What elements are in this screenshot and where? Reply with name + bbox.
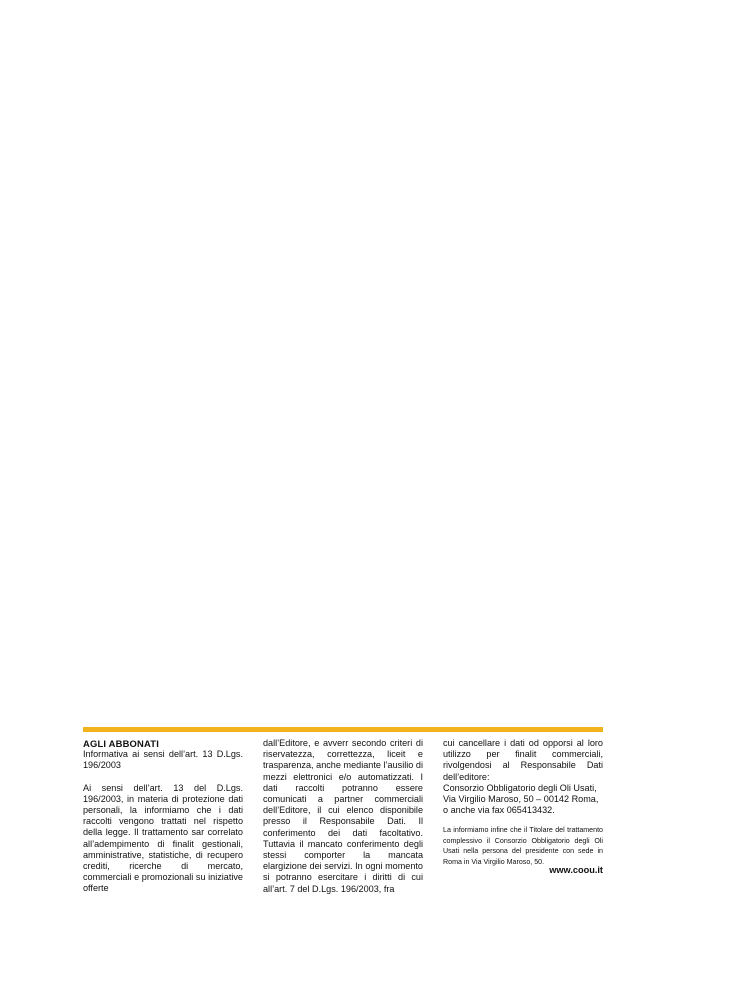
notice-body-col1: Ai sensi dell’art. 13 del D.Lgs. 196/2003, in materia di protezione dati personali, la informiamo che i dati raccolti vengono trattati nel rispetto della legge. Il trattamento sar correlato all’adempimento di finalit gestionali, amministrative, statistiche, di recupero crediti, ricerche di mercato, commerciali e promozionali su iniziative offerte bbox=[83, 782, 243, 894]
notice-column-3 bbox=[443, 738, 603, 867]
notice-body-col3: cui cancellare i dati od opporsi al loro utilizzo per finalit commerciali, rivolgendosi al Responsabile Dati dell’editore: bbox=[443, 738, 603, 782]
notice-column-1 bbox=[83, 738, 243, 895]
notice-column-2 bbox=[263, 738, 423, 895]
website-link[interactable]: www.coou.it bbox=[549, 865, 603, 875]
yellow-divider-rule bbox=[83, 727, 603, 732]
notice-heading: AGLI ABBONATI bbox=[83, 738, 160, 749]
address-line-1: Consorzio Obbligatorio degli Oli Usati, bbox=[443, 782, 597, 793]
address-line-3: o anche via fax 065413432. bbox=[443, 805, 555, 816]
notice-subheading: Informativa ai sensi dell’art. 13 D.Lgs. 196/2003 bbox=[83, 749, 243, 771]
small-print: La informiamo infine che il Titolare del trattamento complessivo il Consorzio Obbligatorio degli Oli Usati nella persona del presidente con sede in Roma in Via Virgilio Maroso, 50. bbox=[443, 826, 603, 866]
address-line-2: Via Virgilio Maroso, 50 – 00142 Roma, bbox=[443, 794, 599, 805]
notice-body-col2: dall’Editore, e avverr secondo criteri di riservatezza, correttezza, liceit e trasparenza, anche mediante l’ausilio di mezzi elettronici e/o automatizzati. I dati raccolti potranno essere comunicati a partner commerciali dell’Editore, il cui elenco disponibile presso il Responsabile Dati. Il conferimento dei dati facoltativo. Tuttavia il mancato conferimento degli stessi comporter la mancata elargizione dei servizi. In ogni momento si potranno esercitare i diritti di cui all’art. 7 del D.Lgs. 196/2003, fra bbox=[263, 738, 423, 894]
